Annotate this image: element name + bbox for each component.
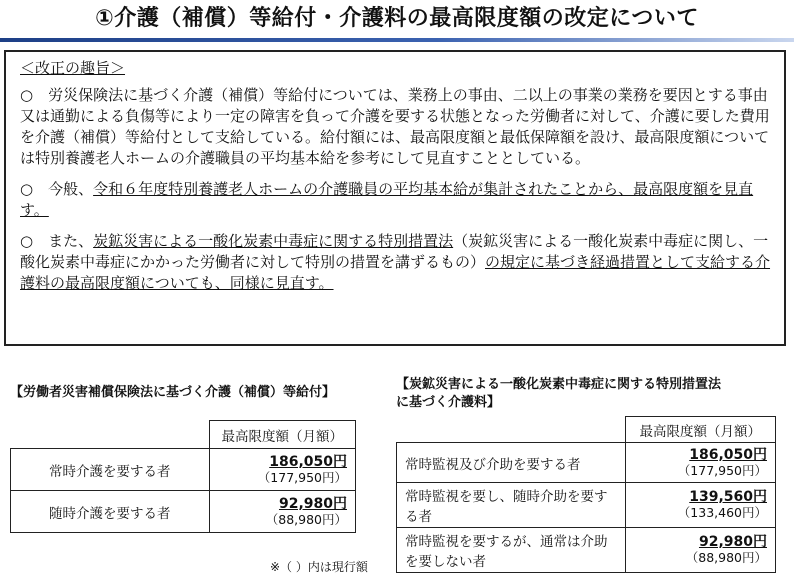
page-title: ①介護（補償）等給付・介護料の最高限度額の改定について [95, 6, 699, 31]
summary-paragraph-1: ○ 労災保険法に基づく介護（補償）等給付については、業務上の事由、二以上の事業の業務を要因とする事由又は通勤による負傷等により一定の障害を負って介護を要する状態となった労働者に対して、介護に要した費用を介護（補償）等給付として支給している。給付額には、最高限度額と最低保障額を設け、最高限度額については特別養護老人ホームの介護職員の平均基本給を参考にして見直すこととしている。 [20, 86, 770, 167]
summary-heading: ＜改正の趣旨＞ [20, 59, 126, 77]
p3-law-name: 炭鉱災害による一酸化炭素中毒症に関する特別措置法 [93, 232, 454, 250]
table-row [397, 483, 776, 528]
table-row [397, 528, 776, 573]
right-table-header: 最高限度額（月額） [625, 417, 776, 443]
summary-paragraph-2 [20, 179, 772, 221]
left-row-label: 常時介護を要する者 [11, 449, 210, 491]
p3-underlined-text: の規定に基づき経過措置として支給する介護料の最高限度額についても、同様に見直す。 [20, 253, 771, 292]
p2-prefix: ○ 今般、 [20, 180, 94, 198]
p3-prefix: ○ また、 [20, 232, 94, 250]
right-limit-table [396, 416, 776, 573]
right-row-label: 常時監視を要するが、通常は介助を要しない者 [397, 528, 626, 573]
left-row-previous-amount: （88,980円） [265, 511, 347, 527]
revision-summary-box [4, 50, 786, 346]
right-table-corner [397, 417, 626, 443]
right-row-label: 常時監視及び介助を要する者 [397, 443, 626, 483]
p3-parenthetical: （炭鉱災害による一酸化炭素中毒症に関し、一酸化炭素中毒症にかかった労働者に対して特別の措置を講ずるもの） [20, 232, 769, 271]
summary-paragraph-3 [20, 231, 772, 294]
left-row-previous-amount: （177,950円） [257, 469, 347, 485]
table-row [11, 449, 356, 491]
left-row-current-amount: 186,050円 [269, 453, 347, 470]
table-row [397, 443, 776, 483]
left-row-label: 随時介護を要する者 [11, 491, 210, 533]
table-row [11, 491, 356, 533]
left-row-current-amount: 92,980円 [278, 495, 347, 512]
left-table-corner [11, 421, 210, 449]
title-underline-bar [0, 38, 794, 42]
left-limit-table [10, 420, 356, 533]
right-row-previous-amount: （133,460円） [677, 505, 767, 520]
right-row-current-amount: 92,980円 [698, 534, 767, 550]
right-row-label: 常時監視を要し、随時介助を要する者 [397, 483, 626, 528]
right-row-previous-amount: （88,980円） [685, 550, 767, 565]
current-amount-note: ※（ ）内は現行額 [270, 560, 368, 574]
left-table-header: 最高限度額（月額） [209, 421, 356, 449]
right-row-current-amount: 186,050円 [689, 446, 767, 463]
right-row-previous-amount: （177,950円） [677, 462, 767, 478]
right-row-current-amount: 139,560円 [689, 489, 767, 505]
p2-underlined-text: 令和６年度特別養護老人ホームの介護職員の平均基本給が集計されたことから、最高限度額を見直す。 [20, 180, 754, 219]
right-table-label-line-2: に基づく介護料】 [396, 395, 501, 410]
right-table-label-line-1: 【炭鉱災害による一酸化炭素中毒症に関する特別措置法 [396, 377, 722, 392]
left-table-label: 【労働者災害補償保険法に基づく介護（補償）等給付】 [10, 385, 336, 400]
